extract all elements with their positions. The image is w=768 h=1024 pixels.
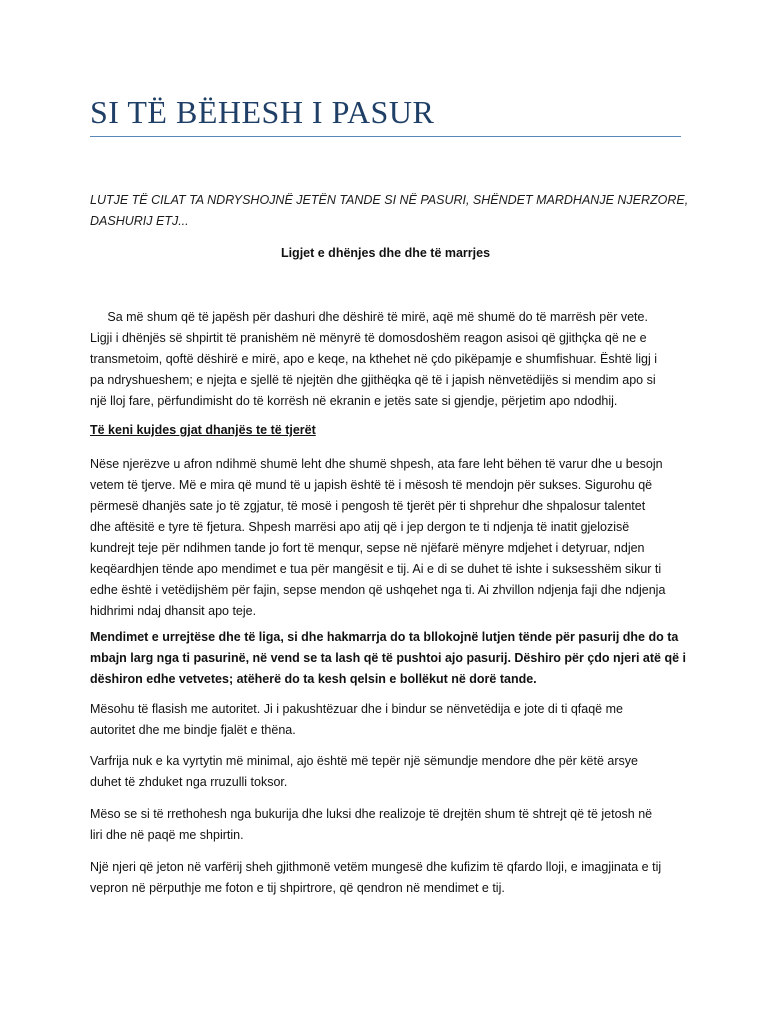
paragraph-intro xyxy=(90,307,686,412)
text-line: kundrejt teje për ndihmen tande jo fort të menqur, sepse në njëfarë mënyre mdjehet i detyruar, ndjen xyxy=(90,541,645,555)
paragraph-authority xyxy=(90,699,686,741)
text-line: dëshiron edhe vetvetes; atëherë do ta kesh qelsin e bollëkut në dorë tande. xyxy=(90,672,537,686)
text-line: keqëardhjen tënde apo mendimet e tua për mangësit e tij. Ai e di se duhet të ishte i suksesshëm sikur ti xyxy=(90,562,662,576)
text-line: hidhrimi ndaj dhansit apo teje. xyxy=(90,604,257,618)
intro-line: LUTJE TË CILAT TA NDRYSHOJNË JETËN TANDE SI NË PASURI, SHËNDET MARDHANJE NJERZORE, xyxy=(90,193,689,207)
title-underline-rule xyxy=(90,136,681,137)
paragraph-beauty xyxy=(90,804,686,846)
text-line: Varfrija nuk e ka vyrtytin më minimal, ajo është më tepër një sëmundje mendore dhe për këtë arsye xyxy=(90,754,638,768)
text-line: Ligji i dhënjës së shpirtit të pranishëm në mënyrë të domosdoshëm reagon asisoi që gjithçka që ne e xyxy=(90,331,647,345)
paragraph-giving xyxy=(90,454,686,622)
text-line: pa ndryshueshem; e njejta e sjellë të njejtën dhe gjithëqka që të i japish nënvetëdijës si mendim apo si xyxy=(90,373,656,387)
text-line: një lloj fare, përfundimisht do të korrësh në ekranin e jetës sate si gjendje, përjetim apo ndodhij. xyxy=(90,394,618,408)
text-line: mbajn larg nga ti pasurinë, në vend se ta lash që të pushtoi ajo pasurij. Dëshiro për çdo njeri atë që i xyxy=(90,651,686,665)
text-line: përmesë dhanjës sate jo të zgjatur, të mosë i pengosh të tjerët për ti shprehur dhe shpalosur talentet xyxy=(90,499,646,513)
text-line: duhet të zhduket nga rruzulli toksor. xyxy=(90,775,288,789)
section-heading: Të keni kujdes gjat dhanjës te të tjerët xyxy=(90,423,316,437)
text-line: vepron në përputhje me foton e tij shpirtrore, që qendron në mendimet e tij. xyxy=(90,881,505,895)
intro-text xyxy=(90,190,690,232)
text-line: transmetoim, qoftë dëshirë e mirë, apo e keqe, na kthehet në çdo pikëpamje e shumfishuar. Është ligj i xyxy=(90,352,657,366)
paragraph-bold-thoughts xyxy=(90,627,686,690)
intro-line: DASHURIJ ETJ... xyxy=(90,214,189,228)
text-line: autoritet dhe me bindje fjalët e thëna. xyxy=(90,723,296,737)
text-line: Mëso se si të rrethohesh nga bukurija dhe luksi dhe realizoje të drejtën shum të shtrejt që të jetosh në xyxy=(90,807,653,821)
text-line: Një njeri që jeton në varfërij sheh gjithmonë vetëm mungesë dhe kufizim të qfardo lloji, e imagjinata e tij xyxy=(90,860,662,874)
text-line: Mendimet e urrejtëse dhe të liga, si dhe hakmarrja do ta bllokojnë lutjen tënde për pasurij dhe do ta xyxy=(90,630,679,644)
text-line: liri dhe në paqë me shpirtin. xyxy=(90,828,244,842)
section-subtitle: Ligjet e dhënjes dhe dhe të marrjes xyxy=(280,246,491,260)
text-line: edhe është i vetëdijshëm për fajin, sepse mendon që ushqehet nga ti. Ai zhvillon ndjenja faji dhe ndjenja xyxy=(90,583,666,597)
paragraph-poverty xyxy=(90,751,686,793)
text-line: Nëse njerëzve u afron ndihmë shumë leht dhe shumë shpesh, ata fare leht bëhen të varur dhe u besojn xyxy=(90,457,663,471)
text-line: dhe aftësitë e tyre të fjetura. Shpesh marrësi apo atij që i jep dergon te ti ndjenja të inatit gjelozisë xyxy=(90,520,630,534)
document-title: SI TË BËHESH I PASUR xyxy=(90,94,435,130)
paragraph-imagination xyxy=(90,857,686,899)
text-line: Mësohu të flasish me autoritet. Ji i pakushtëzuar dhe i bindur se nënvetëdija e jote di ti qfaqë me xyxy=(90,702,623,716)
text-line: Sa më shum që të japësh për dashuri dhe dëshirë të mirë, aqë më shumë do të marrësh për vete. xyxy=(90,310,648,324)
text-line: vetem të tjerve. Më e mira që mund të u japish është të i mësosh të mendojn për sukses. Sigurohu që xyxy=(90,478,653,492)
